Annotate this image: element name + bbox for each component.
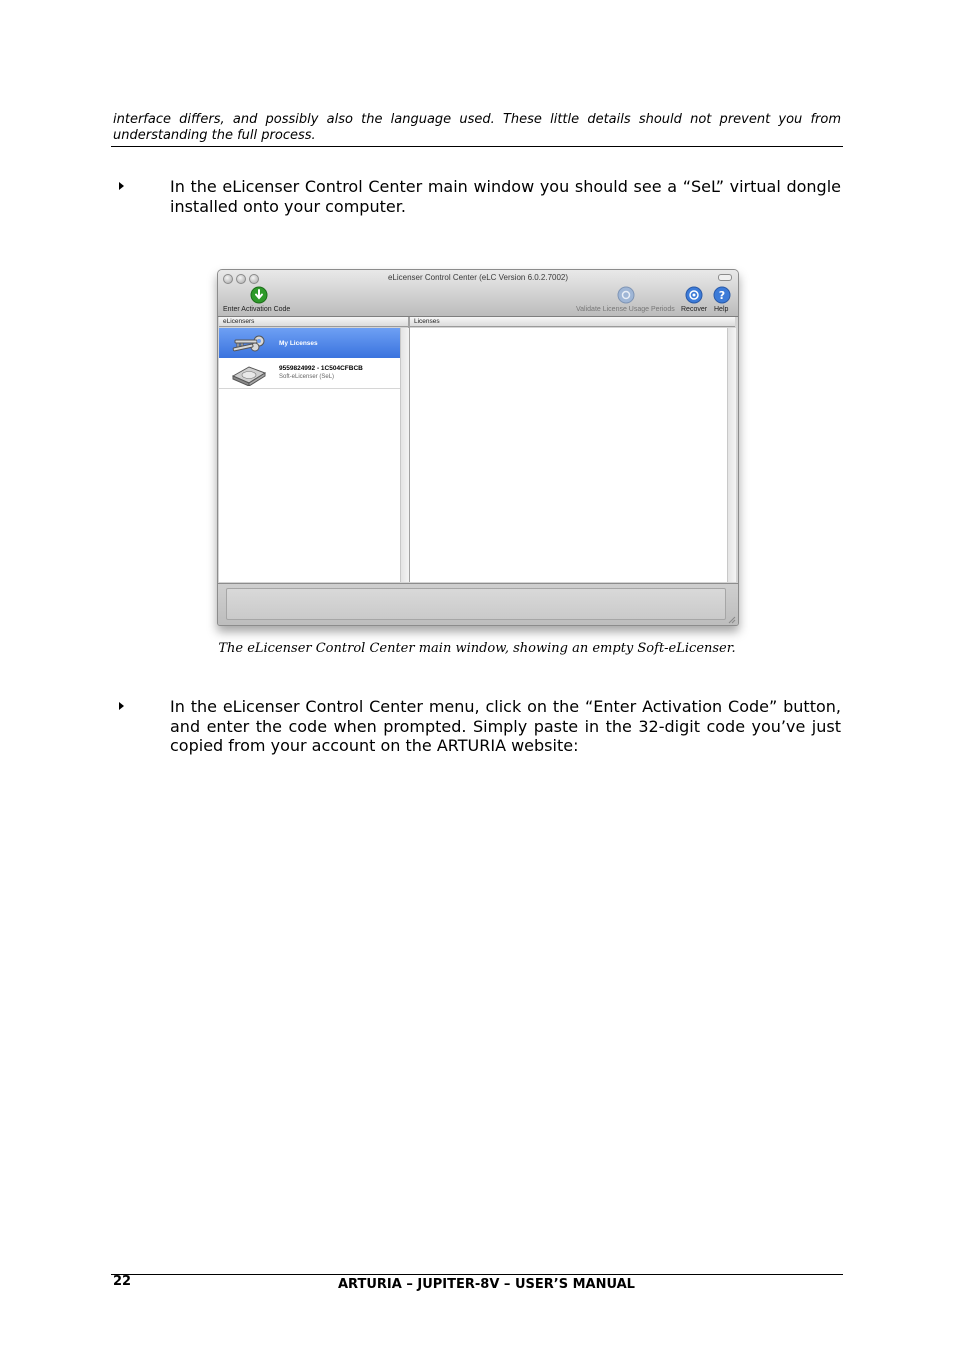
- soft-elicenser-type: Soft-eLicenser (SeL): [279, 374, 335, 380]
- recover-button[interactable]: Recover: [681, 306, 708, 313]
- recover-icon[interactable]: [685, 286, 703, 304]
- help-icon[interactable]: [713, 286, 731, 304]
- footer-title: ARTURIA – JUPITER-8V – USER’S MANUAL: [338, 1277, 635, 1292]
- elicenser-window: [217, 269, 739, 626]
- help-button[interactable]: Help: [714, 306, 729, 313]
- elicensers-column-header: eLicensers: [219, 317, 408, 327]
- resize-grip-icon[interactable]: [728, 616, 736, 624]
- validate-license-usage-periods-button[interactable]: Validate License Usage Periods: [576, 306, 675, 313]
- window-title: eLicenser Control Center (eLC Version 6.0.2.7002): [387, 273, 569, 282]
- my-licenses-label: My Licenses: [279, 340, 318, 347]
- validate-license-icon[interactable]: [617, 286, 635, 304]
- window-statusbar: [218, 583, 738, 626]
- page-number: 22: [113, 1274, 132, 1289]
- header-rule: [111, 146, 843, 147]
- list-item-my-licenses[interactable]: [219, 328, 400, 358]
- step-2-text: In the eLicenser Control Center menu, click on the “Enter Activation Code” button, and enter the code when prompted. Simply paste in the 32-digit code you’ve just copied from your account on the ARTURIA website:: [170, 697, 841, 755]
- footer-rule: [111, 1274, 843, 1275]
- bullet-arrow-icon: [117, 181, 127, 191]
- list-item-soft-elicenser[interactable]: [219, 358, 400, 389]
- intro-paragraph: interface differs, and possibly also the language used. These little details should not prevent you from understanding the full process.: [113, 112, 841, 143]
- elicensers-scrollbar[interactable]: [400, 328, 409, 582]
- keys-icon: [229, 332, 269, 356]
- enter-activation-code-button[interactable]: Enter Activation Code: [223, 306, 291, 313]
- enter-activation-code-icon[interactable]: [250, 286, 268, 304]
- elicensers-list: [219, 328, 400, 582]
- toolbar-toggle-button[interactable]: [718, 274, 732, 281]
- status-field: [226, 588, 726, 620]
- licenses-column-header: Licenses: [410, 317, 735, 327]
- svg-text:?: ?: [718, 289, 726, 302]
- window-titlebar: [218, 270, 738, 317]
- bullet-arrow-icon: [117, 701, 127, 711]
- figure-caption: The eLicenser Control Center main window, showing an empty Soft-eLicenser.: [218, 641, 736, 656]
- step-1-text: In the eLicenser Control Center main window you should see a “SeL” virtual dongle installed onto your computer.: [170, 177, 841, 216]
- hard-drive-icon: [229, 362, 269, 386]
- soft-elicenser-serial: 9559824992 - 1C504CFBCB: [279, 365, 363, 372]
- licenses-list: [410, 328, 727, 582]
- licenses-scrollbar[interactable]: [727, 328, 736, 582]
